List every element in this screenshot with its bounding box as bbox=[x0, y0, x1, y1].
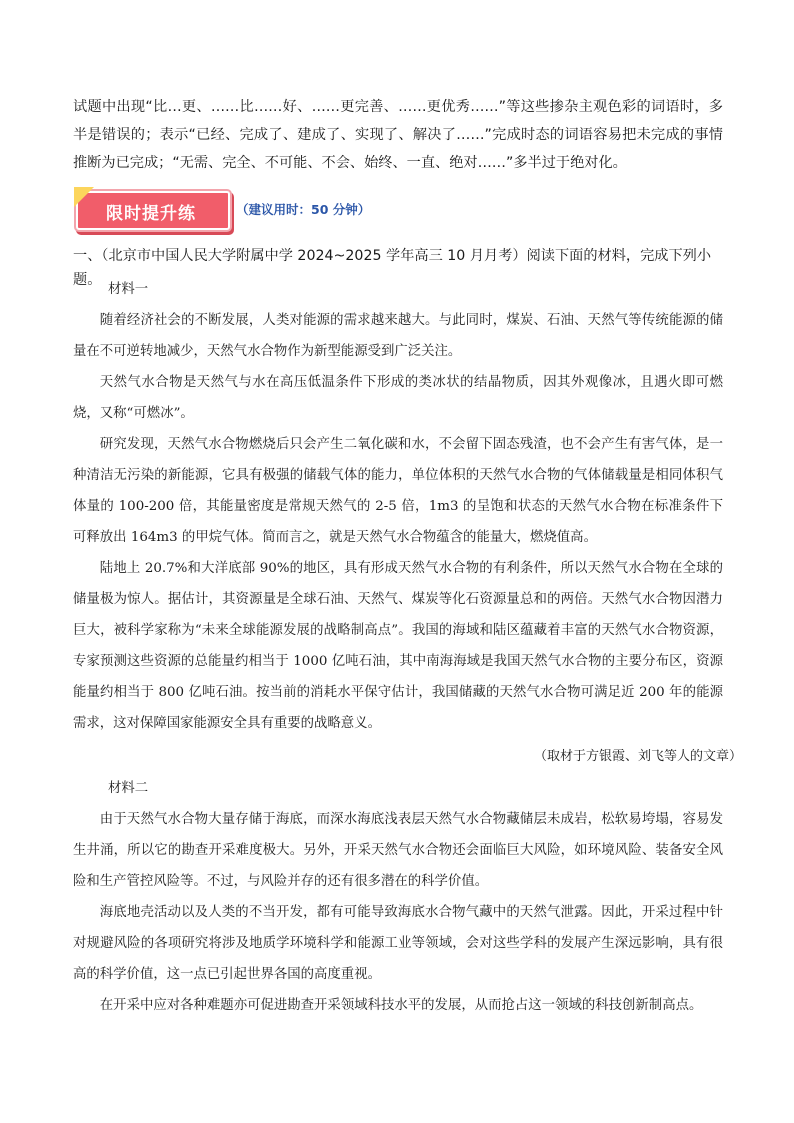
section-banner bbox=[72, 183, 232, 233]
suggested-time: （建议用时：50 分钟） bbox=[236, 202, 371, 217]
material2-paragraph: 在开采中应对各种难题亦可促进勘查开采领域科技水平的发展，从而抢占这一领域的科技创新制高点。 bbox=[99, 998, 703, 1013]
material2-paragraph: 由于天然气水合物大量存储于海底，而深水海底浅表层天然气水合物藏储层未成岩，松软易垮塌，容易发生井涌，所以它的勘查开采难度极大。另外，开采天然气水合物还会面临巨大风险，如环境风险、装备安全风险和生产管控风险等。不过，与风险并存的还有很多潜在的科学价值。 bbox=[73, 812, 723, 889]
material2-paragraph: 海底地壳活动以及人类的不当开发，都有可能导致海底水合物气藏中的天然气泄露。因此，开采过程中针对规避风险的各项研究将涉及地质学环境科学和能源工业等领域，会对这些学科的发展产生深远影响，具有很高的科学价值，这一点已引起世界各国的高度重视。 bbox=[73, 905, 723, 982]
material1-body bbox=[73, 305, 723, 739]
material1-source: （取材于方银霞、刘飞等人的文章） bbox=[533, 749, 742, 764]
material2-label: 材料二 bbox=[108, 781, 149, 796]
material1-paragraph: 随着经济社会的不断发展，人类对能源的需求越来越大。与此同时，煤炭、石油、天然气等传统能源的储量在不可逆转地减少，天然气水合物作为新型能源受到广泛关注。 bbox=[73, 313, 723, 359]
intro-text bbox=[73, 93, 723, 177]
banner-corner-decoration bbox=[74, 187, 94, 207]
material1-paragraph: 天然气水合物是天然气与水在高压低温条件下形成的类冰状的结晶物质，因其外观像冰，且遇火即可燃烧，又称“可燃冰”。 bbox=[73, 375, 723, 421]
banner-label: 限时提升练 bbox=[106, 204, 196, 224]
material1-paragraph: 陆地上 20.7%和大洋底部 90%的地区，具有形成天然气水合物的有利条件，所以天然气水合物在全球的储量极为惊人。据估计，其资源量是全球石油、天然气、煤炭等化石资源量总和的两倍。天然气水合物因潜力巨大，被科学家称为“未来全球能源发展的战略制高点”。我国的海域和陆区蕴藏着丰富的天然气水合物资源，专家预测这些资源的总能量约相当于 1000 亿吨石油，其中南海海域是我国天然气水合物的主要分布区，资源能量约相当于 800 亿吨石油。按当前的消耗水平保守估计，我国储藏的天然气水合物可满足近 200 年的能源需求，这对保障国家能源安全具有重要的战略意义。 bbox=[73, 561, 723, 731]
banner-box bbox=[76, 191, 230, 230]
material2-body bbox=[73, 804, 723, 1021]
question-title: 一、（北京市中国人民大学附属中学 2024~2025 学年高三 10 月月考）阅读下面的材料，完成下列小题。 bbox=[73, 248, 712, 288]
material1-paragraph: 研究发现，天然气水合物燃烧后只会产生二氧化碳和水，不会留下固态残渣，也不会产生有害气体，是一种清洁无污染的新能源，它具有极强的储载气体的能力，单位体积的天然气水合物的气体储载量是相同体积气体量的 100-200 倍，其能量密度是常规天然气的 2-5 倍，1m3 的呈饱和状态的天然气水合物在标准条件下可释放出 164m3 的甲烷气体。简而言之，就是天然气水合物蕴含的能量大，燃烧值高。 bbox=[73, 437, 723, 545]
material1-label: 材料一 bbox=[108, 282, 149, 297]
intro-paragraph: 试题中出现“比…更、……比……好、……更完善、……更优秀……”等这些掺杂主观色彩的词语时，多半是错误的；表示“已经、完成了、建成了、实现了、解决了……”完成时态的词语容易把未完成的事情推断为已完成；“无需、完全、不可能、不会、始终、一直、绝对……”多半过于绝对化。 bbox=[73, 99, 723, 171]
